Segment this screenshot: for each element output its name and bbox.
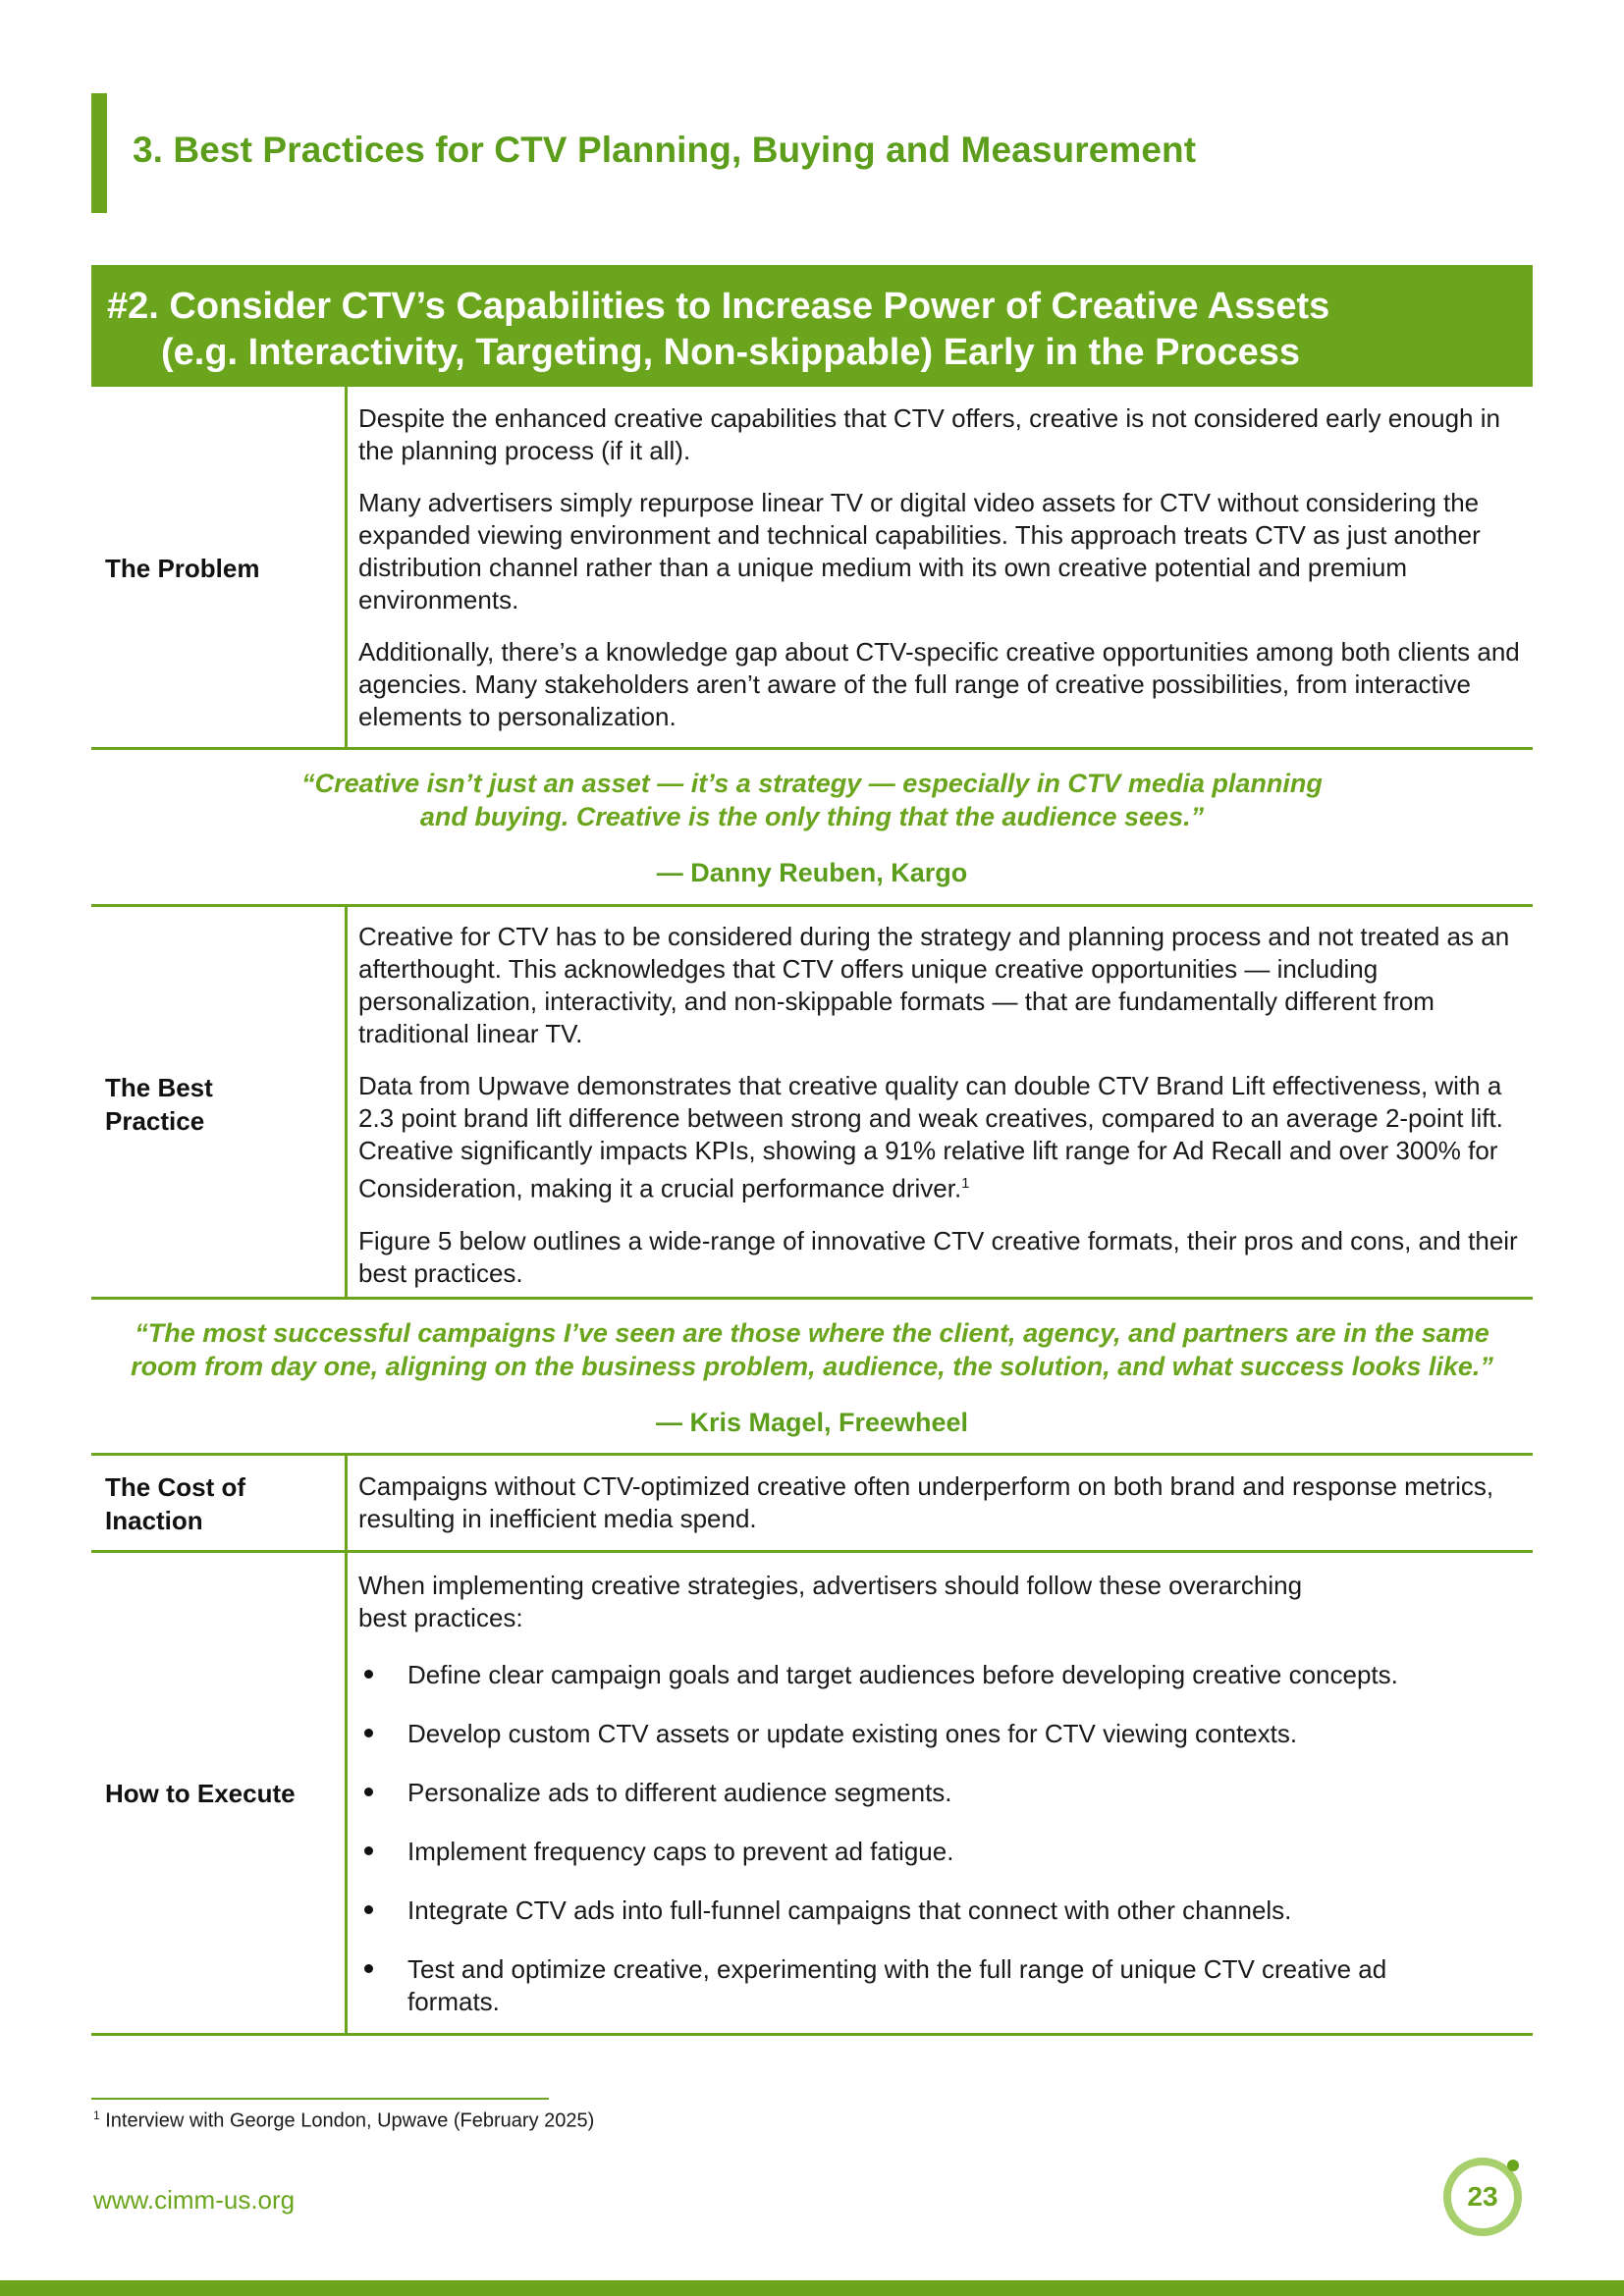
table-divider <box>91 747 1533 750</box>
bullet-text: Implement frequency caps to prevent ad fatigue. <box>407 1837 954 1866</box>
pull-quote <box>91 767 1533 833</box>
page-number: 23 <box>1443 2158 1522 2236</box>
execute-label: How to Execute <box>105 1779 296 1808</box>
footnote-rule <box>91 2098 549 2100</box>
list-item <box>358 1895 1527 1927</box>
cost-paragraph: Campaigns without CTV-optimized creative often underperform on both brand and response metrics, resulting in inefficient media spend. <box>358 1471 1494 1533</box>
best-practice-paragraph: Figure 5 below outlines a wide-range of innovative CTV creative formats, their pros and cons, and their best practices. <box>358 1225 1518 1288</box>
table-divider <box>91 1550 1533 1553</box>
section-title: 3. Best Practices for CTV Planning, Buying and Measurement <box>133 130 1197 170</box>
bullet-icon <box>364 1788 373 1796</box>
problem-label: The Problem <box>105 554 260 583</box>
column-divider <box>345 387 348 748</box>
quote-line: “Creative isn’t just an asset — it’s a strategy — especially in CTV media planning <box>301 769 1323 798</box>
bullet-text: Develop custom CTV assets or update existing ones for CTV viewing contexts. <box>407 1719 1298 1748</box>
bullet-text: Test and optimize creative, experimenting with the full range of unique CTV creative ad formats. <box>407 1954 1387 2016</box>
quote-line: and buying. Creative is the only thing that the audience sees.” <box>419 802 1205 831</box>
bullet-icon <box>364 1905 373 1914</box>
list-item <box>358 1718 1527 1750</box>
quote-line: “The most successful campaigns I’ve seen are those where the client, agency, and partners are in the same <box>135 1318 1489 1348</box>
best-practice-content <box>358 921 1527 1290</box>
execute-intro <box>358 1570 1527 1634</box>
footer-bar <box>0 2280 1624 2296</box>
intro-line: When implementing creative strategies, advertisers should follow these overarching <box>358 1571 1303 1600</box>
practice-heading <box>91 265 1533 387</box>
section-accent-bar <box>91 93 107 213</box>
problem-content <box>358 402 1527 733</box>
column-divider <box>345 1552 348 2035</box>
bullet-icon <box>364 1670 373 1679</box>
footnote-marker: 1 <box>93 2109 100 2122</box>
list-item <box>358 1777 1527 1809</box>
table-divider <box>91 904 1533 907</box>
best-practice-paragraph: Creative for CTV has to be considered during the strategy and planning process and not treated as an afterthought. This acknowledges that CTV offers unique creative opportunities — including personalization, interactivity, and non-skippable formats — that are fundamentally different from traditional linear TV. <box>358 922 1510 1048</box>
label-line: Inaction <box>105 1506 203 1535</box>
cost-content <box>358 1470 1527 1535</box>
column-divider <box>345 906 348 1299</box>
table-divider <box>91 1453 1533 1456</box>
execute-bullet-list <box>358 1659 1527 2018</box>
label-line: Practice <box>105 1106 205 1136</box>
list-item <box>358 1659 1527 1691</box>
practice-heading-line2: (e.g. Interactivity, Targeting, Non-skippable) Early in the Process <box>161 332 1300 373</box>
table-divider <box>91 1297 1533 1300</box>
paragraph-text: Data from Upwave demonstrates that creative quality can double CTV Brand Lift effectiveness, with a 2.3 point brand lift difference between strong and weak creatives, compared to an average 2-point lift. Creative significantly impacts KPIs, showing a 91% relative lift range for Ad Recall and over 300% for Consideration, making it a crucial performance driver. <box>358 1071 1503 1203</box>
pull-quote <box>91 1316 1533 1383</box>
footnote <box>93 2109 594 2133</box>
bullet-text: Integrate CTV ads into full-funnel campaigns that connect with other channels. <box>407 1896 1292 1925</box>
label-line: The Cost of <box>105 1472 245 1502</box>
list-item <box>358 1836 1527 1868</box>
footnote-ref: 1 <box>961 1175 970 1192</box>
practice-heading-line1: #2. Consider CTV’s Capabilities to Increase Power of Creative Assets <box>107 286 1330 327</box>
cost-label <box>105 1470 331 1537</box>
column-divider <box>345 1455 348 1551</box>
problem-paragraph: Additionally, there’s a knowledge gap about CTV-specific creative opportunities among both clients and agencies. Many stakeholders aren’t aware of the full range of creative possibilities, from interactive elements to personalization. <box>358 637 1520 731</box>
website-link[interactable]: www.cimm-us.org <box>93 2185 296 2215</box>
list-item <box>358 1953 1527 2018</box>
bullet-icon <box>364 1729 373 1737</box>
problem-paragraph: Many advertisers simply repurpose linear TV or digital video assets for CTV without considering the expanded viewing environment and technical capabilities. This approach treats CTV as just another distribution channel rather than a unique medium with its own creative potential and premium environments. <box>358 488 1481 614</box>
intro-line: best practices: <box>358 1603 523 1632</box>
table-divider <box>91 2033 1533 2036</box>
footnote-text: Interview with George London, Upwave (February 2025) <box>105 2109 595 2132</box>
bullet-text: Personalize ads to different audience segments. <box>407 1778 952 1807</box>
execute-content <box>358 1570 1527 2018</box>
label-line: The Best <box>105 1073 213 1102</box>
quote-line: room from day one, aligning on the business problem, audience, the solution, and what success looks like.” <box>131 1352 1493 1381</box>
bullet-icon <box>364 1846 373 1855</box>
bullet-icon <box>364 1964 373 1973</box>
best-practice-paragraph <box>358 1070 1527 1205</box>
quote-attribution: — Kris Magel, Freewheel <box>655 1408 969 1437</box>
problem-paragraph: Despite the enhanced creative capabilities that CTV offers, creative is not considered early enough in the planning process (if it all). <box>358 403 1500 465</box>
bullet-text: Define clear campaign goals and target audiences before developing creative concepts. <box>407 1660 1398 1689</box>
page-badge-dot-icon <box>1507 2160 1519 2171</box>
quote-attribution: — Danny Reuben, Kargo <box>656 858 968 887</box>
best-practice-label <box>105 1071 331 1138</box>
